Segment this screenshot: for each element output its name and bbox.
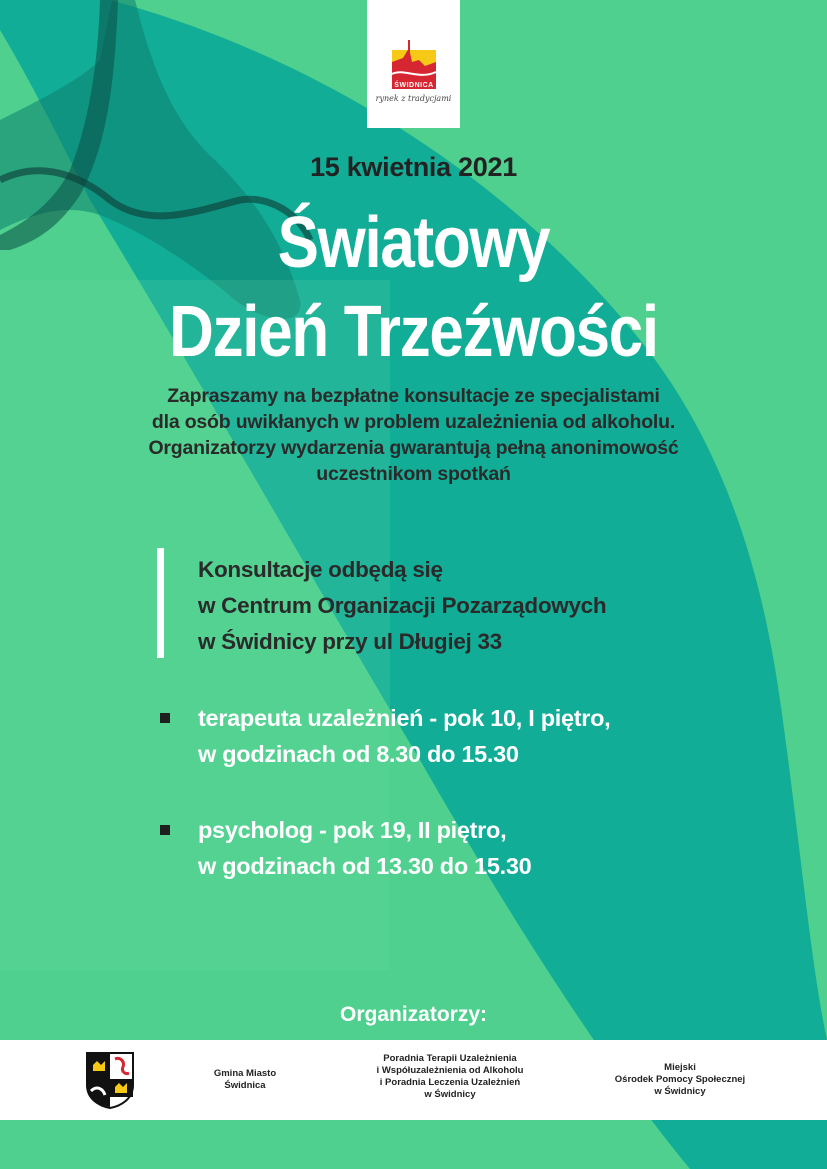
organizer-line: Miejski (664, 1062, 696, 1073)
consultation-therapist (198, 700, 610, 772)
organizers-heading: Organizatorzy: (339, 1003, 488, 1026)
bullet-icon (160, 713, 170, 723)
organizer-line: Świdnica (224, 1080, 266, 1091)
intro-line: uczestnikom spotkań (316, 463, 511, 485)
swidnica-logo-icon (389, 40, 439, 92)
consultation-psychologist (198, 812, 531, 884)
svg-text:ŚWIDNICA: ŚWIDNICA (394, 82, 434, 89)
venue-line: Konsultacje odbędą się (198, 557, 443, 582)
organizer-line: w Świdnicy (424, 1089, 476, 1100)
event-title-line-2: Dzień Trzeźwości (169, 292, 658, 372)
consultation-line: w godzinach od 8.30 do 15.30 (198, 741, 519, 767)
organizer-line: Ośrodek Pomocy Społecznej (614, 1074, 746, 1085)
venue-line: w Świdnicy przy ul Długiej 33 (198, 629, 502, 654)
organizer-line: w Świdnicy (654, 1086, 706, 1097)
event-title-line-1: Światowy (277, 203, 550, 283)
consultation-line: w godzinach od 13.30 do 15.30 (198, 853, 532, 879)
coat-of-arms-icon (85, 1051, 135, 1109)
organizer-line: i Współuzależnienia od Alkoholu (376, 1065, 524, 1076)
venue-info (198, 552, 606, 660)
organizer-line: Poradnia Terapii Uzależnienia (383, 1053, 517, 1064)
organizers-strip (0, 1040, 827, 1120)
intro-line: Zapraszamy na bezpłatne konsultacje ze specjalistami (167, 385, 660, 407)
city-logo (367, 0, 460, 128)
intro-paragraph (80, 383, 747, 487)
logo-tagline: rynek z tradycjami (375, 94, 452, 103)
consultation-line: psycholog - pok 19, II piętro, (198, 817, 507, 843)
consultation-line: terapeuta uzależnień - pok 10, I piętro, (198, 705, 611, 731)
organizer-social-center (595, 1062, 765, 1098)
intro-line: dla osób uwikłanych w problem uzależnienia od alkoholu. (151, 411, 676, 433)
venue-accent-bar (157, 548, 164, 658)
bullet-icon (160, 825, 170, 835)
intro-line: Organizatorzy wydarzenia gwarantują pełną anonimowość (148, 437, 679, 459)
organizer-clinic (340, 1053, 560, 1101)
event-date: 15 kwietnia 2021 (310, 152, 517, 182)
organizer-line: Gmina Miasto (213, 1068, 277, 1079)
organizer-line: i Poradnia Leczenia Uzależnień (379, 1077, 521, 1088)
organizer-city (195, 1068, 295, 1092)
venue-line: w Centrum Organizacji Pozarządowych (198, 593, 607, 618)
